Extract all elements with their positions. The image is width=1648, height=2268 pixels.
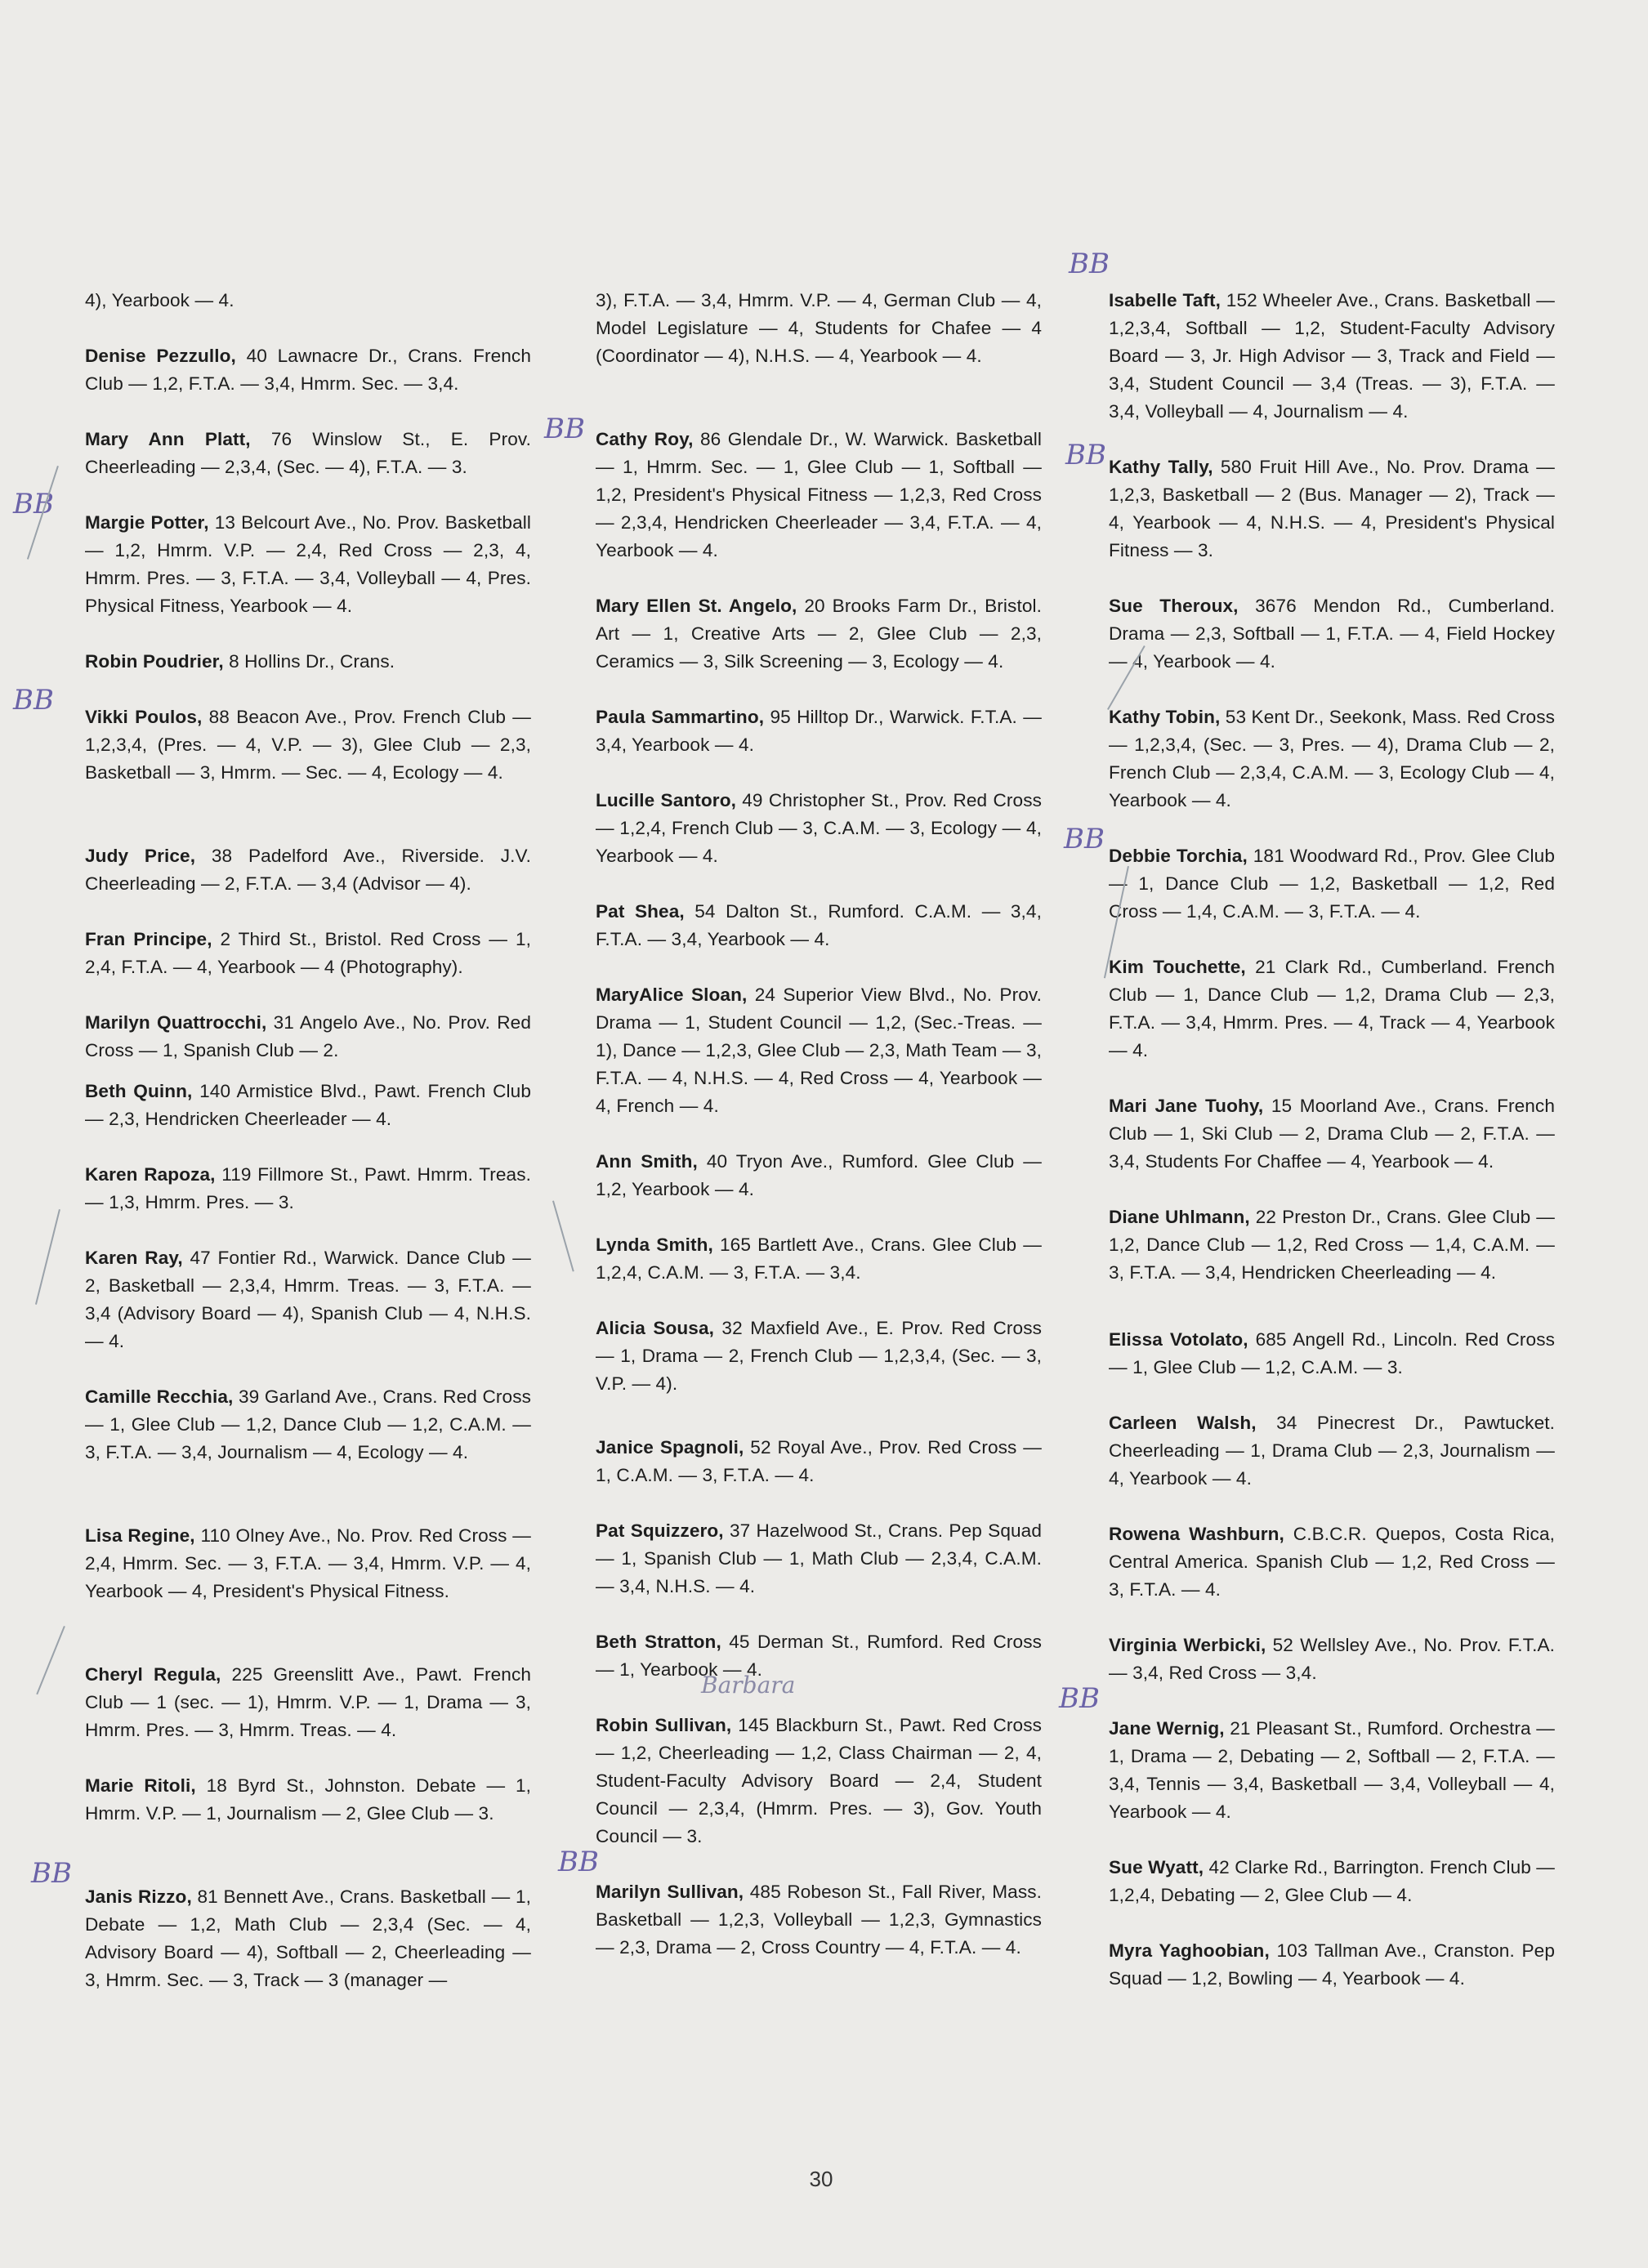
roster-entry: Lynda Smith, 165 Bartlett Ave., Crans. Glee Club — 1,2,4, C.A.M. — 3, F.T.A. — 3,4. — [596, 1234, 1042, 1283]
handwritten-mark: BB — [1065, 439, 1106, 471]
roster-entry: Virginia Werbicki, 52 Wellsley Ave., No. Prov. F.T.A. — 3,4, Red Cross — 3,4. — [1109, 1634, 1555, 1683]
roster-entry: Margie Potter, 13 Belcourt Ave., No. Prov. Basketball — 1,2, Hmrm. V.P. — 2,4, Red Cross — 2,3, 4, Hmrm. Pres. — 3, F.T.A. — 3,4, Volleyball — 4, Pres. Physical Fitness, Yearbook — 4. — [85, 511, 531, 616]
roster-entry: Sue Theroux, 3676 Mendon Rd., Cumberland. Drama — 2,3, Softball — 1, F.T.A. — 4, Field Hockey — 4, Yearbook — 4. — [1109, 595, 1555, 672]
roster-entry: Pat Squizzero, 37 Hazelwood St., Crans. Pep Squad — 1, Spanish Club — 1, Math Club — 2,3,4, C.A.M. — 3,4, N.H.S. — 4. — [596, 1520, 1042, 1596]
roster-entry: Kathy Tobin, 53 Kent Dr., Seekonk, Mass. Red Cross — 1,2,3,4, (Sec. — 3, Pres. — 4), Drama Club — 2, French Club — 2,3,4, C.A.M. — 3, Ecology Club — 4, Yearbook — 4. — [1109, 706, 1555, 810]
roster-entry: Pat Shea, 54 Dalton St., Rumford. C.A.M. — 3,4, F.T.A. — 3,4, Yearbook — 4. — [596, 900, 1042, 949]
handwritten-mark: BB — [1064, 823, 1105, 855]
roster-entry: Ann Smith, 40 Tryon Ave., Rumford. Glee Club — 1,2, Yearbook — 4. — [596, 1150, 1042, 1199]
handwritten-mark: BB — [13, 684, 54, 717]
handwritten-mark: BB — [1069, 248, 1110, 280]
roster-entry: Cathy Roy, 86 Glendale Dr., W. Warwick. Basketball — 1, Hmrm. Sec. — 1, Glee Club — 1, Softball — 1,2, President's Physical Fitness — 1,2,3, Red Cross — 2,3,4, Hendricken Cheerleader — 3,4, F.T.A. — 4, Yearbook — 4. — [596, 428, 1042, 560]
roster-entry: Mari Jane Tuohy, 15 Moorland Ave., Crans. French Club — 1, Ski Club — 2, Drama Club — 2, F.T.A. — 3,4, Students For Chaffee — 4, Yearbook — 4. — [1109, 1095, 1555, 1172]
page-number: 30 — [809, 2167, 833, 2191]
roster-entry: Janis Rizzo, 81 Bennett Ave., Crans. Basketball — 1, Debate — 1,2, Math Club — 2,3,4 (Sec. — 4, Advisory Board — 4), Softball — 2, Cheerleading — 3, Hmrm. Sec. — 3, Track — 3 (manager — — [85, 1886, 531, 1990]
roster-entry: Marie Ritoli, 18 Byrd St., Johnston. Debate — 1, Hmrm. V.P. — 1, Journalism — 2, Glee Club — 3. — [85, 1775, 531, 1824]
pencil-check-mark — [36, 1626, 65, 1694]
roster-entry: Lucille Santoro, 49 Christopher St., Prov. Red Cross — 1,2,4, French Club — 3, C.A.M. — 3, Ecology — 4, Yearbook — 4. — [596, 789, 1042, 866]
roster-entry: Robin Poudrier, 8 Hollins Dr., Crans. — [85, 650, 395, 672]
roster-entry: Myra Yaghoobian, 103 Tallman Ave., Cranston. Pep Squad — 1,2, Bowling — 4, Yearbook — 4. — [1109, 1940, 1556, 1989]
handwritten-mark: BB — [31, 1857, 72, 1890]
roster-entry: Diane Uhlmann, 22 Preston Dr., Crans. Glee Club — 1,2, Dance Club — 1,2, Red Cross — 1,4, C.A.M. — 3, F.T.A. — 3,4, Hendricken Cheerleading — 4. — [1109, 1206, 1555, 1283]
roster-entry: Janice Spagnoli, 52 Royal Ave., Prov. Red Cross — 1, C.A.M. — 3, F.T.A. — 4. — [596, 1436, 1042, 1485]
roster-entry: Alicia Sousa, 32 Maxfield Ave., E. Prov. Red Cross — 1, Drama — 2, French Club — 1,2,3,4, (Sec. — 3, V.P. — 4). — [596, 1317, 1042, 1394]
pencil-check-mark — [552, 1200, 574, 1271]
roster-entry: Mary Ellen St. Angelo, 20 Brooks Farm Dr., Bristol. Art — 1, Creative Arts — 2, Glee Club — 2,3, Ceramics — 3, Silk Screening — 3, Ecology — 4. — [596, 595, 1042, 672]
roster-entry: Marilyn Quattrocchi, 31 Angelo Ave., No. Prov. Red Cross — 1, Spanish Club — 2. — [85, 1011, 531, 1060]
roster-entry: Camille Recchia, 39 Garland Ave., Crans. Red Cross — 1, Glee Club — 1,2, Dance Club — 1,2, C.A.M. — 3, F.T.A. — 3,4, Journalism — 4, Ecology — 4. — [85, 1386, 531, 1462]
pencil-check-mark — [35, 1209, 60, 1305]
handwritten-mark: BB — [558, 1846, 599, 1878]
roster-entry: Vikki Poulos, 88 Beacon Ave., Prov. French Club — 1,2,3,4, (Pres. — 4, V.P. — 3), Glee Club — 2,3, Basketball — 3, Hmrm. — Sec. — 4, Ecology — 4. — [85, 706, 531, 783]
roster-entry: Beth Stratton, 45 Derman St., Rumford. Red Cross — 1, Yearbook — 4. — [596, 1631, 1042, 1680]
roster-entry: Elissa Votolato, 685 Angell Rd., Lincoln. Red Cross — 1, Glee Club — 1,2, C.A.M. — 3. — [1109, 1328, 1555, 1377]
roster-entry: Carleen Walsh, 34 Pinecrest Dr., Pawtucket. Cheerleading — 1, Drama Club — 2,3, Journalism — 4, Yearbook — 4. — [1109, 1412, 1555, 1489]
roster-entry: Robin Sullivan, 145 Blackburn St., Pawt. Red Cross — 1,2, Cheerleading — 1,2, Class Chairman — 2, 4, Student-Faculty Advisory Board — 2,4, Student Council — 2,3,4, (Hmrm. Pres. — 3), Gov. Youth Council — 3. — [596, 1714, 1043, 1846]
roster-entry: Lisa Regine, 110 Olney Ave., No. Prov. Red Cross — 2,4, Hmrm. Sec. — 3, F.T.A. — 3,4, Hmrm. V.P. — 4, Yearbook — 4, President's Physical Fitness. — [85, 1525, 531, 1601]
roster-entry: Kim Touchette, 21 Clark Rd., Cumberland. French Club — 1, Dance Club — 1,2, Drama Club — 2,3, F.T.A. — 3,4, Hmrm. Pres. — 4, Track — 4, Yearbook — 4. — [1109, 956, 1555, 1060]
roster-entry: Kathy Tally, 580 Fruit Hill Ave., No. Prov. Drama — 1,2,3, Basketball — 2 (Bus. Manager — 2), Track — 4, Yearbook — 4, N.H.S. — 4, President's Physical Fitness — 3. — [1109, 456, 1555, 560]
roster-entry: Cheryl Regula, 225 Greenslitt Ave., Pawt. French Club — 1 (sec. — 1), Hmrm. V.P. — 1, Drama — 3, Hmrm. Pres. — 3, Hmrm. Treas. — 4. — [85, 1663, 532, 1740]
roster-entry: 4), Yearbook — 4. — [85, 289, 234, 310]
roster-entry: 3), F.T.A. — 3,4, Hmrm. V.P. — 4, German Club — 4, Model Legislature — 4, Students for Chafee — 4 (Coordinator — 4), N.H.S. — 4, Yearbook — 4. — [596, 289, 1042, 366]
roster-entry: Debbie Torchia, 181 Woodward Rd., Prov. Glee Club — 1, Dance Club — 1,2, Basketball — 1,2, Red Cross — 1,4, C.A.M. — 3, F.T.A. — 4. — [1109, 845, 1556, 922]
handwritten-mark: BB — [544, 413, 585, 445]
roster-entry: Fran Principe, 2 Third St., Bristol. Red Cross — 1, 2,4, F.T.A. — 4, Yearbook — 4 (Photography). — [85, 928, 531, 977]
handwritten-mark: Barbara — [701, 1672, 796, 1699]
handwritten-mark: BB — [1059, 1682, 1100, 1715]
roster-entry: Mary Ann Platt, 76 Winslow St., E. Prov. Cheerleading — 2,3,4, (Sec. — 4), F.T.A. — 3. — [85, 428, 531, 477]
roster-entry: Beth Quinn, 140 Armistice Blvd., Pawt. French Club — 2,3, Hendricken Cheerleader — 4. — [85, 1080, 532, 1129]
roster-entry: Denise Pezzullo, 40 Lawnacre Dr., Crans. French Club — 1,2, F.T.A. — 3,4, Hmrm. Sec. — 3,4. — [85, 345, 531, 394]
roster-entry: Isabelle Taft, 152 Wheeler Ave., Crans. Basketball — 1,2,3,4, Softball — 1,2, Student-Faculty Advisory Board — 3, Jr. High Advisor — 3, Track and Field — 3,4, Student Council — 3,4 (Treas. — 3), F.T.A. — 3,4, Volleyball — 4, Journalism — 4. — [1109, 289, 1555, 422]
roster-entry: Karen Ray, 47 Fontier Rd., Warwick. Dance Club — 2, Basketball — 2,3,4, Hmrm. Treas. — 3, F.T.A. — 3,4 (Advisory Board — 4), Spanish Club — 4, N.H.S. — 4. — [85, 1247, 532, 1351]
roster-entry: Jane Wernig, 21 Pleasant St., Rumford. Orchestra — 1, Drama — 2, Debating — 2, Softball — 2, F.T.A. — 3,4, Tennis — 3,4, Basketball — 3,4, Volleyball — 4, Yearbook — 4. — [1109, 1717, 1555, 1822]
roster-entry: Judy Price, 38 Padelford Ave., Riverside. J.V. Cheerleading — 2, F.T.A. — 3,4 (Advisor — 4). — [85, 845, 531, 894]
handwritten-mark: BB — [13, 488, 54, 520]
roster-entry: Rowena Washburn, C.B.C.R. Quepos, Costa Rica, Central America. Spanish Club — 1,2, Red Cross — 3, F.T.A. — 4. — [1109, 1523, 1555, 1600]
roster-entry: Karen Rapoza, 119 Fillmore St., Pawt. Hmrm. Treas. — 1,3, Hmrm. Pres. — 3. — [85, 1163, 531, 1212]
roster-entry: Sue Wyatt, 42 Clarke Rd., Barrington. French Club — 1,2,4, Debating — 2, Glee Club — 4. — [1109, 1856, 1556, 1905]
roster-entry: MaryAlice Sloan, 24 Superior View Blvd., No. Prov. Drama — 1, Student Council — 1,2, (Sec.-Treas. — 1), Dance — 1,2,3, Glee Club — 2,3, Math Team — 3, F.T.A. — 4, N.H.S. — 4, Red Cross — 4, Yearbook — 4, French — 4. — [596, 984, 1042, 1116]
roster-entry: Paula Sammartino, 95 Hilltop Dr., Warwick. F.T.A. — 3,4, Yearbook — 4. — [596, 706, 1042, 755]
roster-entry: Marilyn Sullivan, 485 Robeson St., Fall River, Mass. Basketball — 1,2,3, Volleyball — 1,2,3, Gymnastics — 2,3, Drama — 2, Cross Country — 4, F.T.A. — 4. — [596, 1881, 1042, 1958]
